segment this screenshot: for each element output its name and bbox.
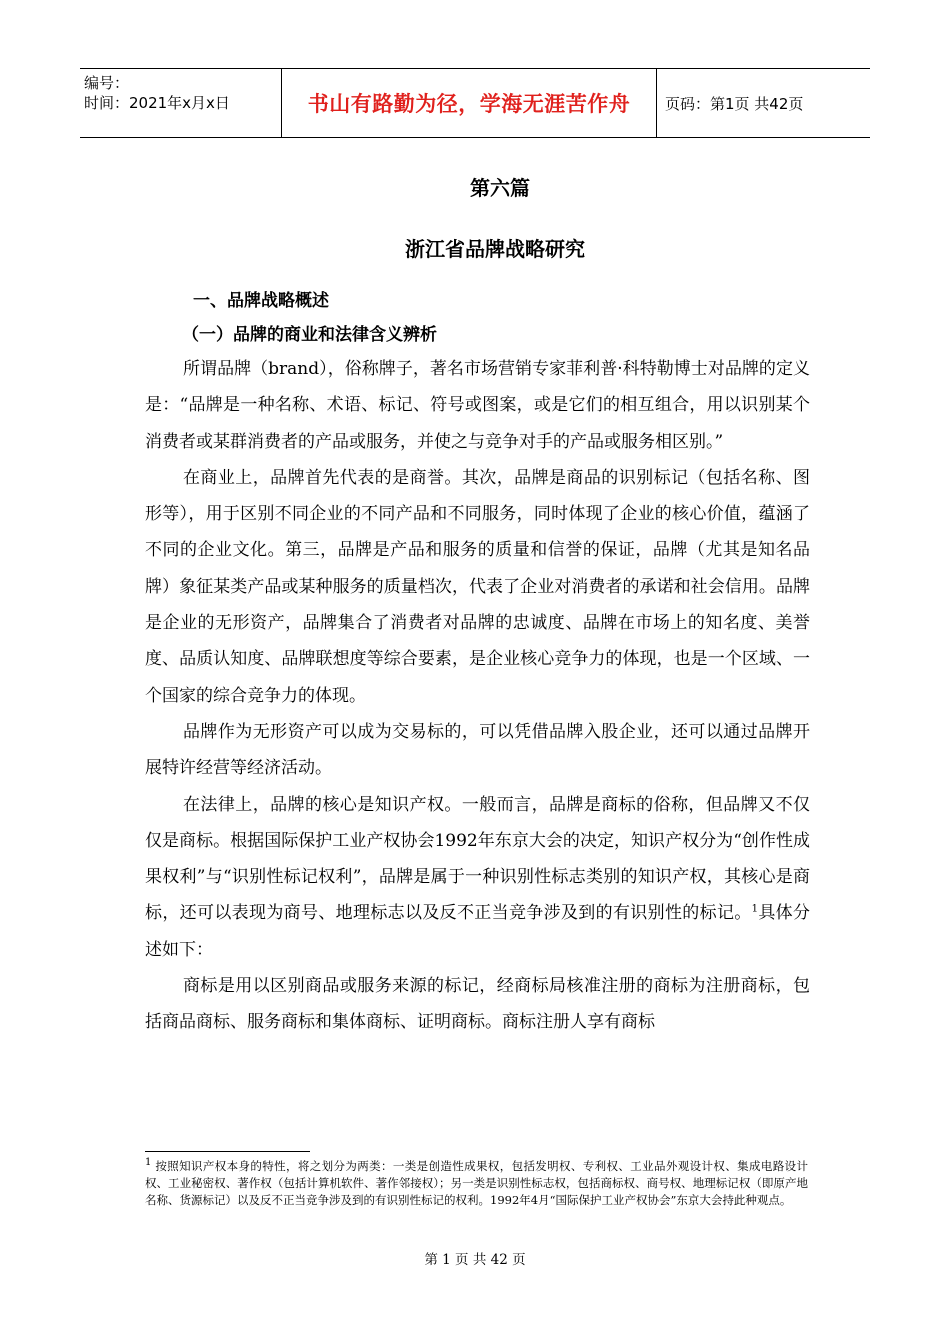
- header-motto: 书山有路勤为径，学海无涯苦作舟: [282, 69, 657, 137]
- footnote-separator: [145, 1151, 310, 1152]
- paragraph-brand-definition: 所谓品牌（brand），俗称牌子，著名市场营销专家菲利普·科特勒博士对品牌的定义是：“品牌是一种名称、术语、标记、符号或图案，或是它们的相互组合，用以识别某个消费者或某群消费者的产品或服务，并使之与竞争对手的产品或服务相区别。”: [145, 359, 810, 452]
- document-date: 时间：2021年x月x日: [84, 94, 230, 112]
- document-number-label: 编号：: [84, 74, 130, 92]
- header-page-info: 页码：第1页 共42页: [665, 94, 804, 113]
- footnote: [145, 1158, 808, 1209]
- footnote-reference[interactable]: 1: [751, 903, 759, 915]
- paragraph-commercial-meaning: 在商业上，品牌首先代表的是商誉。其次，品牌是商品的识别标记（包括名称、图形等），用于区别不同企业的不同产品和不同服务，同时体现了企业的核心价值，蕴涵了不同的企业文化。第三，品牌是产品和服务的质量和信誉的保证，品牌（尤其是知名品牌）象征某类产品或某种服务的质量档次，代表了企业对消费者的承诺和社会信用。品牌是企业的无形资产，品牌集合了消费者对品牌的忠诚度、品牌在市场上的知名度、美誉度、品质认知度、品牌联想度等综合要素，是企业核心竞争力的体现，也是一个区域、一个国家的综合竞争力的体现。: [145, 467, 810, 706]
- subsection-heading: （一）品牌的商业和法律含义辨析: [182, 325, 437, 345]
- document-title: 浙江省品牌战略研究: [405, 237, 585, 261]
- body-text: [145, 351, 810, 1041]
- legal-meaning-tail: 具体分述如下：: [145, 903, 811, 960]
- paragraph-legal-meaning: [145, 787, 810, 968]
- paragraph-intangible-asset: 品牌作为无形资产可以成为交易标的，可以凭借品牌入股企业，还可以通过品牌开展特许经营等经济活动。: [145, 721, 810, 779]
- paragraph-trademark: 商标是用以区别商品或服务来源的标记，经商标局核准注册的商标为注册商标，包括商品商标、服务商标和集体商标、证明商标。商标注册人享有商标: [145, 976, 810, 1033]
- part-title: 第六篇: [470, 176, 530, 200]
- footnote-text: 按照知识产权本身的特性，将之划分为两类：一类是创造性成果权，包括发明权、专利权、工业品外观设计权、集成电路设计权、工业秘密权、著作权（包括计算机软件、著作邻接权）；另一类是识别性标志权，包括商标权、商号权、地理标记权（即原产地名称、货源标记）以及反不正当竞争涉及到的有识别性标记的权利。1992年4月“国际保护工业产权协会”东京大会持此种观点。: [145, 1159, 808, 1207]
- footnote-marker: 1: [145, 1157, 152, 1169]
- legal-meaning-text: 在法律上，品牌的核心是知识产权。一般而言，品牌是商标的俗称，但品牌又不仅仅是商标。根据国际保护工业产权协会1992年东京大会的决定，知识产权分为“创作性成果权利”与“识别性标记权利”，品牌是属于一种识别性标志类别的知识产权，其核心是商标，还可以表现为商号、地理标志以及反不正当竞争涉及到的有识别性的标记。: [145, 794, 810, 924]
- section-heading: 一、品牌战略概述: [193, 291, 329, 311]
- page-header: [80, 68, 870, 138]
- page-footer: 第 1 页 共 42 页: [424, 1252, 526, 1268]
- header-meta-cell: [80, 69, 282, 137]
